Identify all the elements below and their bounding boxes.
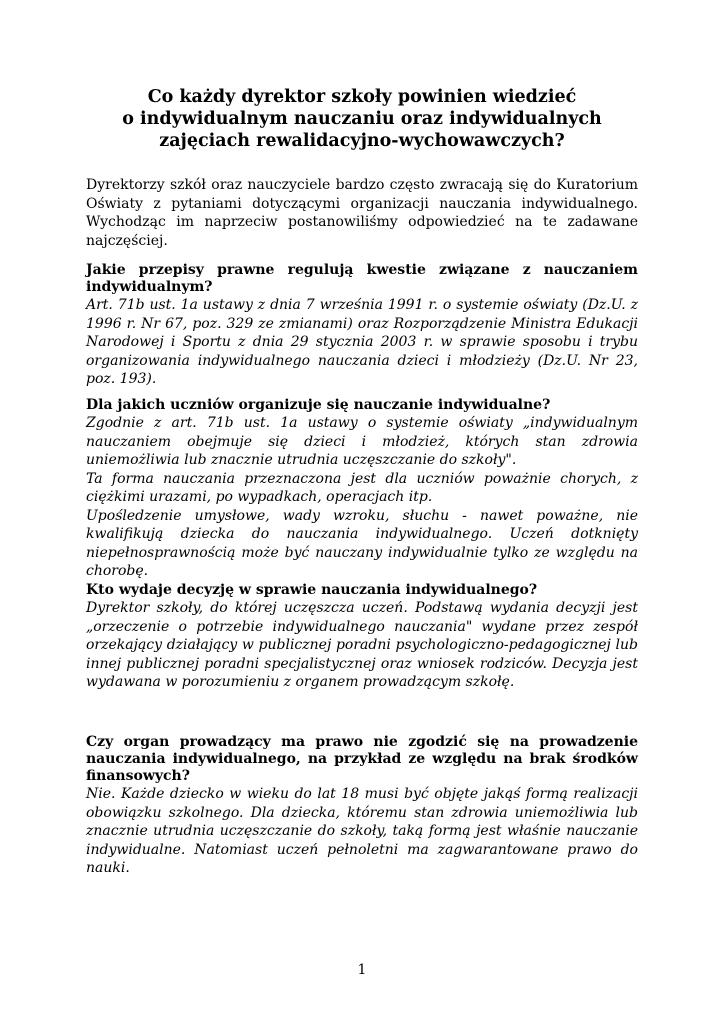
question-heading: Dla jakich uczniów organizuje się nauczanie indywidualne? — [86, 397, 551, 413]
section-legal-basis — [86, 262, 638, 389]
question-heading: Jakie przepisy prawne regulują kwestie związane z nauczaniem indywidualnym? — [86, 262, 638, 295]
document-title — [80, 86, 644, 152]
title-line-1: Co każdy dyrektor szkoły powinien wiedzieć — [147, 87, 577, 107]
page-number: 1 — [357, 962, 367, 978]
title-line-3: zajęciach rewalidacyjno-wychowawczych? — [159, 131, 565, 151]
intro-paragraph: Dyrektorzy szkół oraz nauczyciele bardzo często zwracają się do Kuratorium Oświaty z pytaniami dotyczącymi organizacji nauczania indywidualnego. Wychodząc im naprzeciw postanowiliśmy odpowiedzieć na te zadawane najczęściej. — [86, 177, 638, 249]
question-heading: Kto wydaje decyzję w sprawie nauczania indywidualnego? — [86, 582, 538, 598]
answer-paragraph: Zgodnie z art. 71b ust. 1a ustawy o systemie oświaty „indywidualnym nauczaniem obejmuje się dzieci i młodzież, których stan zdrowia uniemożliwia lub znacznie utrudnia uczęszczanie do szkoły". — [86, 415, 638, 468]
section-decision-authority — [86, 582, 638, 692]
question-heading: Czy organ prowadzący ma prawo nie zgodzić się na prowadzenie nauczania indywidualnego, na przykład ze względu na brak środków finansowych? — [86, 734, 638, 784]
answer-paragraph: Nie. Każde dziecko w wieku do lat 18 musi być objęte jakąś formą realizacji obowiązku szkolnego. Dla dziecka, któremu stan zdrowia uniemożliwia lub znacznie utrudnia uczęszczanie do szkoły, taką formą jest właśnie nauczanie indywidualne. Natomiast uczeń pełnoletni ma zagwarantowane prawo do nauki. — [86, 786, 638, 876]
answer-paragraph: Dyrektor szkoły, do której uczęszcza uczeń. Podstawą wydania decyzji jest „orzeczenie o potrzebie indywidualnego nauczania" wydane przez zespół orzekający działający w publicznej poradni psychologiczno-pedagogicznej lub innej publicznej poradni specjalistycznej oraz wniosek rodziców. Decyzja jest wydawana w porozumieniu z organem prowadzącym szkołę. — [86, 600, 638, 690]
answer-paragraph: Art. 71b ust. 1a ustawy z dnia 7 września 1991 r. o systemie oświaty (Dz.U. z 1996 r. Nr 67, poz. 329 ze zmianami) oraz Rozporządzenie Ministra Edukacji Narodowej i Sportu z dnia 29 stycznia 2003 r. w sprawie sposobu i trybu organizowania indywidualnego nauczania dzieci i młodzieży (Dz.U. Nr 23, poz. 193). — [86, 297, 638, 387]
section-governing-body-refusal — [86, 734, 638, 878]
answer-paragraph: Ta forma nauczania przeznaczona jest dla uczniów poważnie chorych, z ciężkimi urazami, po wypadkach, operacjach itp. — [86, 470, 638, 505]
answer-paragraph: Upośledzenie umysłowe, wady wzroku, słuchu - nawet poważne, nie kwalifikują dziecka do nauczania indywidualnego. Uczeń dotknięty niepełnosprawnością może być nauczany indywidualnie tylko ze względu na chorobę. — [86, 507, 638, 579]
title-line-2: o indywidualnym nauczaniu oraz indywidualnych — [122, 109, 602, 129]
section-eligible-students — [86, 397, 638, 581]
